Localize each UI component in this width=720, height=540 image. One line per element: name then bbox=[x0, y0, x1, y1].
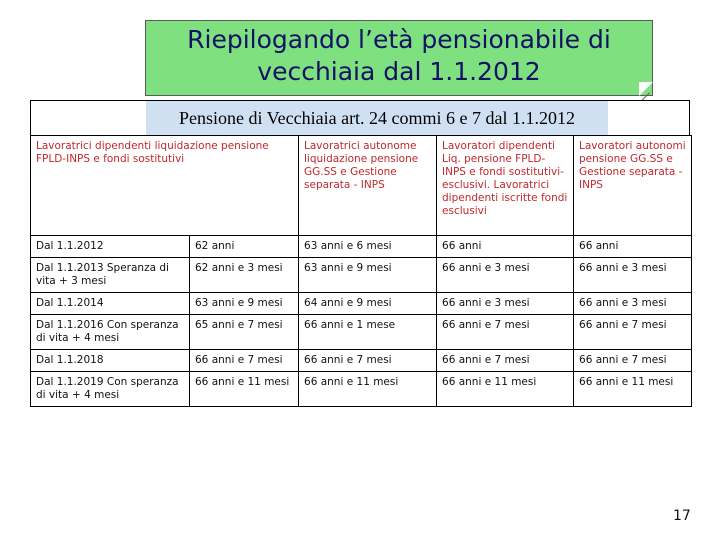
value-cell: 66 anni e 3 mesi bbox=[574, 258, 692, 293]
value-cell: 64 anni e 9 mesi bbox=[299, 293, 437, 315]
period-cell: Dal 1.1.2012 bbox=[31, 236, 190, 258]
table-row bbox=[31, 350, 692, 372]
header-cell: Lavoratori dipendenti Liq. pensione FPLD-INPS e fondi sostitutivi-esclusivi. Lavoratrici dipendenti iscritte fondi esclusivi bbox=[437, 136, 574, 236]
title-note bbox=[145, 20, 653, 96]
slide-title: Riepilogando l’età pensionabile di vecchiaia dal 1.1.2012 bbox=[187, 25, 611, 86]
value-cell: 66 anni e 11 mesi bbox=[574, 372, 692, 407]
value-cell: 66 anni e 3 mesi bbox=[574, 293, 692, 315]
header-cell: Lavoratrici autonome liquidazione pensione GG.SS e Gestione separata - INPS bbox=[299, 136, 437, 236]
period-cell: Dal 1.1.2014 bbox=[31, 293, 190, 315]
table-row bbox=[31, 293, 692, 315]
value-cell: 66 anni e 3 mesi bbox=[437, 258, 574, 293]
value-cell: 66 anni e 7 mesi bbox=[574, 315, 692, 350]
subtitle-box bbox=[146, 101, 608, 135]
value-cell: 66 anni e 1 mese bbox=[299, 315, 437, 350]
value-cell: 66 anni e 11 mesi bbox=[190, 372, 299, 407]
period-cell: Dal 1.1.2019 Con speranza di vita + 4 mesi bbox=[31, 372, 190, 407]
value-cell: 65 anni e 7 mesi bbox=[190, 315, 299, 350]
value-cell: 66 anni e 7 mesi bbox=[437, 315, 574, 350]
table-row bbox=[31, 258, 692, 293]
value-cell: 62 anni bbox=[190, 236, 299, 258]
value-cell: 66 anni e 7 mesi bbox=[574, 350, 692, 372]
value-cell: 66 anni e 11 mesi bbox=[299, 372, 437, 407]
value-cell: 66 anni e 7 mesi bbox=[437, 350, 574, 372]
table-header-row bbox=[31, 136, 692, 236]
slide-subtitle: Pensione di Vecchiaia art. 24 commi 6 e 7 dal 1.1.2012 bbox=[178, 107, 576, 128]
value-cell: 63 anni e 9 mesi bbox=[299, 258, 437, 293]
period-cell: Dal 1.1.2016 Con speranza di vita + 4 mesi bbox=[31, 315, 190, 350]
value-cell: 66 anni e 7 mesi bbox=[190, 350, 299, 372]
value-cell: 63 anni e 9 mesi bbox=[190, 293, 299, 315]
value-cell: 66 anni e 11 mesi bbox=[437, 372, 574, 407]
table-row bbox=[31, 372, 692, 407]
value-cell: 62 anni e 3 mesi bbox=[190, 258, 299, 293]
page-number: 17 bbox=[673, 508, 691, 524]
period-cell: Dal 1.1.2013 Speranza di vita + 3 mesi bbox=[31, 258, 190, 293]
value-cell: 66 anni bbox=[574, 236, 692, 258]
period-cell: Dal 1.1.2018 bbox=[31, 350, 190, 372]
table-row bbox=[31, 315, 692, 350]
value-cell: 63 anni e 6 mesi bbox=[299, 236, 437, 258]
subtitle-bar bbox=[30, 100, 690, 136]
header-cell: Lavoratrici dipendenti liquidazione pensione FPLD-INPS e fondi sostitutivi bbox=[31, 136, 299, 236]
value-cell: 66 anni bbox=[437, 236, 574, 258]
pension-table bbox=[30, 135, 692, 407]
header-cell: Lavoratori autonomi pensione GG.SS e Gestione separata - INPS bbox=[574, 136, 692, 236]
value-cell: 66 anni e 7 mesi bbox=[299, 350, 437, 372]
value-cell: 66 anni e 3 mesi bbox=[437, 293, 574, 315]
table-row bbox=[31, 236, 692, 258]
